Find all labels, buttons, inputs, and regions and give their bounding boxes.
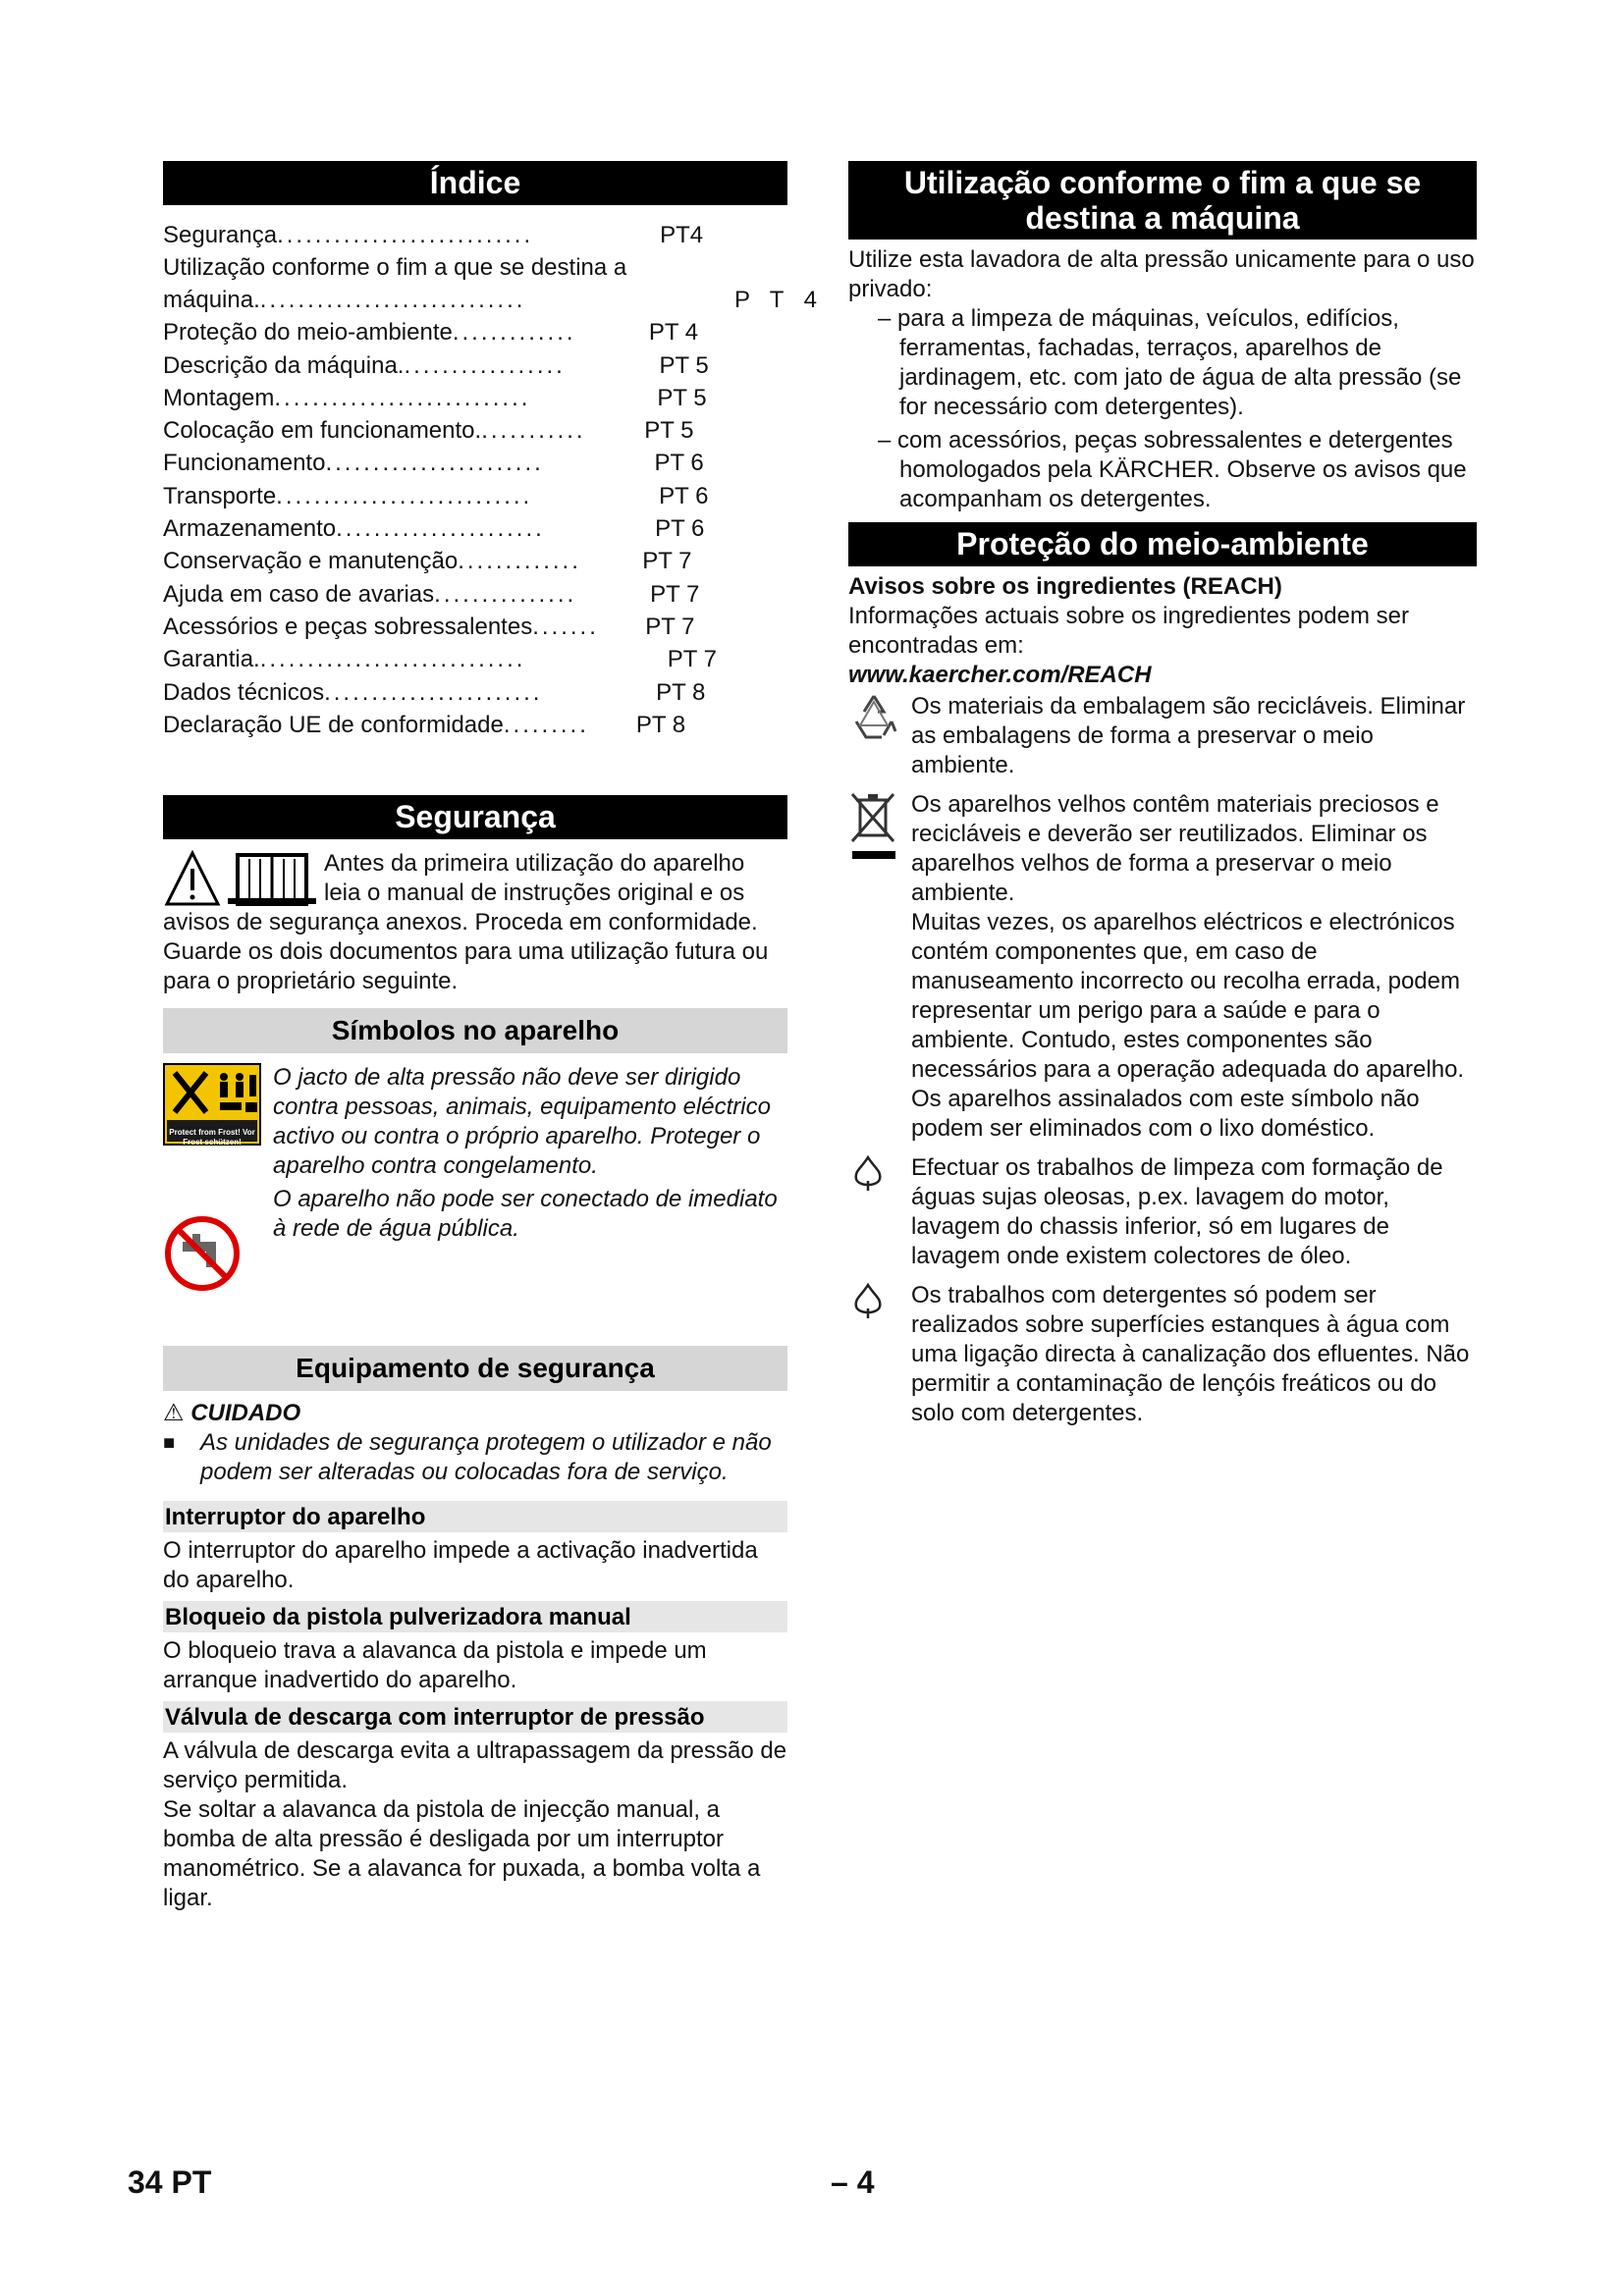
switch-header: Interruptor do aparelho xyxy=(163,1501,787,1532)
safety-header: Segurança xyxy=(163,795,787,839)
safety-intro: Antes da primeira utilização do aparelho leia o manual de instruções original e os avisos de segurança anexos. Proceda em conformidade. Guarde os dois documentos para uma utilização futura ou para o proprietário seguinte. xyxy=(163,850,769,995)
use-item: – com acessórios, peças sobressalentes e detergentes homologados pela KÄRCHER. Observe os avisos que acompanham os detergentes. xyxy=(878,427,1467,512)
use-header: Utilização conforme o fim a que se destina a máquina xyxy=(848,161,1477,240)
toc-entry-wrapped[interactable]: Utilização conforme o fim a que se destina a máquina. ............................ P T 4 xyxy=(163,254,817,314)
caution-label: ⚠ CUIDADO xyxy=(163,1400,301,1427)
toc-entry[interactable]: Descrição da máquina. ................. PT 5 xyxy=(163,351,709,379)
left-column xyxy=(163,161,817,1913)
no-water-connection-icon xyxy=(163,1214,242,1293)
symbol-item-jet: Protect from Frost! Vor Frost schützen! O jacto de alta pressão não deve ser dirigido contra pessoas, animais, equipamento eléctrico activo ou contra o próprio aparelho. Proteger o aparelho contra congelamento. xyxy=(163,1063,787,1181)
toc-entry[interactable]: Garantia. ............................ PT 7 xyxy=(163,646,717,673)
toc-entry[interactable]: Armazenamento ...................... PT 6 xyxy=(163,515,705,543)
toc-entry[interactable]: Ajuda em caso de avarias ............... PT 7 xyxy=(163,580,700,608)
packaging-item: Os materiais da embalagem são recicláveis. Eliminar as embalagens de forma a preservar o meio ambiente. xyxy=(848,692,1477,780)
switch-text: O interruptor do aparelho impede a activação inadvertida do aparelho. xyxy=(163,1537,758,1594)
old-devices-item: Os aparelhos velhos contêm materiais preciosos e recicláveis e deverão ser reutilizados. Eliminar os aparelhos velhos de forma a preservar o meio ambiente. Muitas vezes, os aparelhos eléctricos e electrónicos contém componentes que, em caso de manuseamento incorrecto ou recolha errada, podem representar um perigo para a saúde e para o ambiente. Contudo, estes componentes são necessários para a operação adequada do aparelho. Os aparelhos assinalados com este símbolo não podem ser eliminados com o lixo doméstico. xyxy=(848,790,1477,1144)
page-footer-left: 34 PT xyxy=(128,2164,212,2200)
warning-icon xyxy=(163,849,320,908)
caution-item: ■ As unidades de segurança protegem o utilizador e não podem ser alteradas ou colocadas fora de serviço. xyxy=(163,1429,772,1486)
toc-entry[interactable]: Colocação em funcionamento. ........... PT 5 xyxy=(163,417,694,445)
right-column xyxy=(848,161,1477,1428)
toc-entry[interactable]: Dados técnicos ....................... PT 8 xyxy=(163,678,706,706)
detergent-drop-icon xyxy=(848,1281,888,1320)
toc-entry[interactable]: Segurança ........................... PT4 xyxy=(163,222,704,248)
toc-entry[interactable]: Conservação e manutenção ............. PT 7 xyxy=(163,548,692,575)
toc-entry[interactable]: Transporte ........................... PT 6 xyxy=(163,482,709,509)
reach-link[interactable]: www.kaercher.com/REACH xyxy=(848,662,1152,688)
oil-item: Efectuar os trabalhos de limpeza com formação de águas sujas oleosas, p.ex. lavagem do motor, lavagem do chassis inferior, só em lugares de lavagem onde existem colectores de óleo. xyxy=(848,1153,1477,1271)
caution-icon: ⚠ xyxy=(163,1400,191,1427)
valve-text-1: A válvula de descarga evita a ultrapassagem da pressão de serviço permitida. xyxy=(163,1737,787,1794)
toc-header: Índice xyxy=(163,161,787,205)
valve-header: Válvula de descarga com interruptor de pressão xyxy=(163,1701,787,1733)
lock-header: Bloqueio da pistola pulverizadora manual xyxy=(163,1601,787,1632)
table-of-contents xyxy=(163,219,817,741)
use-intro: Utilize esta lavadora de alta pressão unicamente para o uso privado: xyxy=(848,246,1475,302)
environment-header: Proteção do meio-ambiente xyxy=(848,522,1477,566)
recycling-icon xyxy=(848,692,899,743)
reach-text: Informações actuais sobre os ingredientes podem ser encontradas em: xyxy=(848,603,1409,659)
detergent-item: Os trabalhos com detergentes só podem ser realizados sobre superfícies estanques à água com uma ligação directa à canalização dos efluentes. Não permitir a contaminação de lençóis freáticos ou do solo com detergentes. xyxy=(848,1281,1477,1428)
equipment-header: Equipamento de segurança xyxy=(163,1346,787,1391)
frost-sign-label: Protect from Frost! Vor Frost schützen! xyxy=(169,1128,255,1148)
page-number: – 4 xyxy=(831,2164,875,2200)
valve-text-2: Se soltar a alavanca da pistola de injecção manual, a bomba de alta pressão é desligada por um interruptor manométrico. Se a alavanca for puxada, a bomba volta a ligar. xyxy=(163,1796,761,1912)
symbol-item-water: O aparelho não pode ser conectado de imediato à rede de água pública. xyxy=(163,1185,787,1301)
oil-drop-icon xyxy=(848,1153,888,1193)
toc-entry[interactable]: Proteção do meio-ambiente ............. PT 4 xyxy=(163,319,699,347)
symbols-header: Símbolos no aparelho xyxy=(163,1008,787,1053)
reach-title: Avisos sobre os ingredientes (REACH) xyxy=(848,573,1282,600)
warning-manual-icons xyxy=(163,849,320,908)
use-item: – para a limpeza de máquinas, veículos, edifícios, ferramentas, fachadas, terraços, aparelhos de jardinagem, etc. com jato de água de alta pressão (se for necessário com detergentes). xyxy=(878,305,1462,420)
toc-entry[interactable]: Funcionamento ....................... PT 6 xyxy=(163,450,704,477)
toc-entry[interactable]: Acessórios e peças sobressalentes ....... PT 7 xyxy=(163,613,695,640)
lock-text: O bloqueio trava a alavanca da pistola e impede um arranque inadvertido do aparelho. xyxy=(163,1637,707,1694)
toc-entry[interactable]: Declaração UE de conformidade ......... PT 8 xyxy=(163,711,686,738)
bullet-square-icon: ■ xyxy=(163,1432,176,1455)
crossed-bin-icon xyxy=(848,790,899,861)
toc-entry[interactable]: Montagem ........................... PT 5 xyxy=(163,384,707,411)
